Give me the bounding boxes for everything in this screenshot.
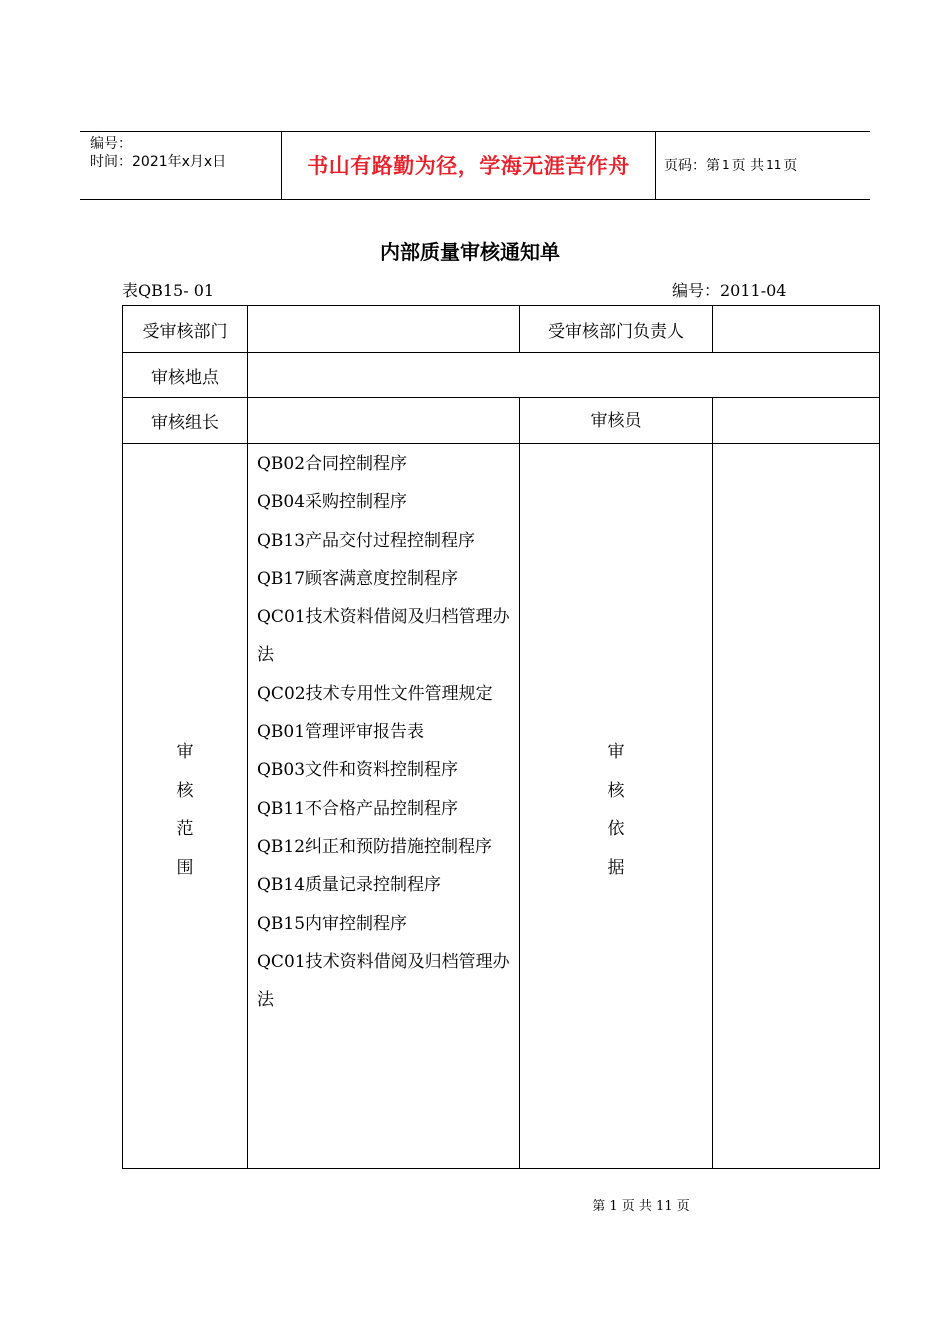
leader-label: 审核组长 <box>151 413 219 433</box>
header-slogan: 书山有路勤为径，学海无涯苦作舟 <box>307 154 630 178</box>
header-time-label: 时间：2021年x月x日 <box>90 154 227 170</box>
list-item: QB04采购控制程序 <box>257 492 408 513</box>
location-field[interactable] <box>248 353 879 397</box>
audited-dept-label: 受审核部门 <box>142 321 228 342</box>
page-footer: 第 1 页 共 11 页 <box>592 1199 690 1214</box>
list-item: QC01技术资料借阅及归档管理办法 <box>257 951 510 1011</box>
dept-head-label: 受审核部门负责人 <box>548 321 684 342</box>
page-suffix: 页 <box>783 158 798 174</box>
list-item: QB11不合格产品控制程序 <box>257 798 459 819</box>
basis-label-char: 核 <box>607 780 625 801</box>
list-item: QB01管理评审报告表 <box>257 722 425 743</box>
basis-field[interactable] <box>713 444 879 1168</box>
list-item: QB03文件和资料控制程序 <box>257 760 459 781</box>
scope-label <box>123 733 247 887</box>
form-code: 表QB15- 01 <box>122 281 215 300</box>
header-divider-right <box>655 131 656 199</box>
scope-label-char: 审 <box>176 742 194 762</box>
header-bottom-rule <box>80 199 870 200</box>
list-item: QB14质量记录控制程序 <box>257 875 442 896</box>
dept-head-field[interactable] <box>713 306 879 352</box>
list-item: QB17顾客满意度控制程序 <box>257 568 459 589</box>
page-mid: 页 共 <box>731 158 765 174</box>
list-item: QB12纠正和预防措施控制程序 <box>257 836 493 857</box>
scope-label-char: 围 <box>176 857 194 878</box>
basis-label-char: 依 <box>607 819 625 839</box>
header-page-info <box>664 131 797 199</box>
list-item: QB02合同控制程序 <box>257 454 408 474</box>
audited-dept-field[interactable] <box>248 306 519 352</box>
page-total: 11 <box>766 158 782 172</box>
basis-label-char: 据 <box>607 857 625 878</box>
basis-label-char: 审 <box>607 742 625 762</box>
location-label: 审核地点 <box>151 367 219 388</box>
scope-list <box>257 445 517 1019</box>
page-current: 1 <box>722 158 730 172</box>
auditor-label: 审核员 <box>590 410 642 431</box>
scope-label-char: 范 <box>176 819 194 839</box>
page-prefix: 页码：第 <box>664 158 720 174</box>
basis-label <box>520 733 712 887</box>
list-item: QB15内审控制程序 <box>257 913 408 934</box>
audit-notice-table <box>122 305 880 1169</box>
header-meta <box>90 135 226 171</box>
leader-field[interactable] <box>248 398 519 443</box>
scope-label-char: 核 <box>176 780 194 801</box>
form-number: 编号：2011-04 <box>672 281 787 300</box>
document-title: 内部质量审核通知单 <box>380 240 560 264</box>
list-item: QC01技术资料借阅及归档管理办法 <box>257 607 510 666</box>
header-number-label: 编号： <box>90 136 132 152</box>
list-item: QB13产品交付过程控制程序 <box>257 530 476 551</box>
auditor-field[interactable] <box>713 398 879 443</box>
list-item: QC02技术专用性文件管理规定 <box>257 683 493 704</box>
